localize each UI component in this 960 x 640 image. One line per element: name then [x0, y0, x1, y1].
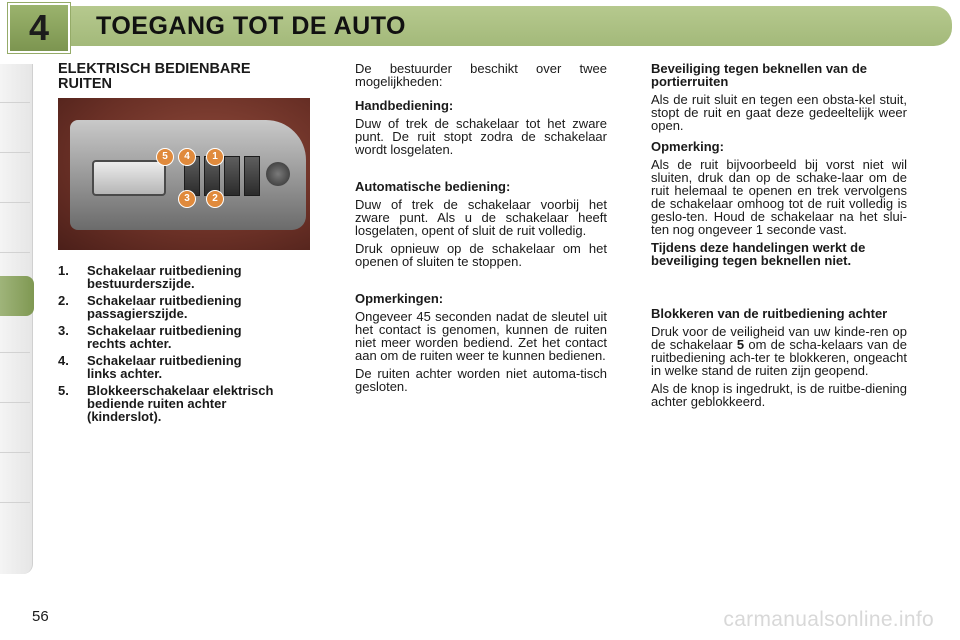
chapter-tab-strip — [0, 64, 33, 574]
chapter-tab-divider — [0, 352, 30, 353]
note-heading: Opmerking: — [651, 139, 724, 154]
lock-heading: Blokkeren van de ruitbediening achter — [651, 306, 888, 321]
pinch-warning: Tijdens deze handelingen werkt de beveiliging tegen beknellen niet. — [651, 240, 866, 268]
chapter-badge — [8, 3, 70, 53]
chapter-tab-divider — [0, 202, 30, 203]
switch-ref-5: 5 — [736, 337, 745, 352]
page-title: TOEGANG TOT DE AUTO — [96, 12, 406, 40]
notes-text-rear: De ruiten achter worden niet automa-tisch gesloten. — [355, 366, 607, 394]
auto-heading: Automatische bediening: — [355, 179, 511, 194]
chapter-tab-divider — [0, 452, 30, 453]
section-title: ELEKTRISCH BEDIENBARE RUITEN — [58, 61, 251, 92]
switch-legend — [58, 264, 318, 427]
chapter-tab-active — [0, 276, 34, 316]
callout-4: 4 — [178, 148, 196, 166]
notes-text: Ongeveer 45 seconden nadat de sleutel uit het contact is genomen, kunnen de ruiten niet meer worden bediend. Zet het contact aan om de ruiten weer te kunnen bedienen. — [355, 309, 607, 363]
column-middle — [355, 62, 607, 398]
auto-text: Duw of trek de schakelaar voorbij het zware punt. Als u de schakelaar heeft losgelaten, opent of sluit de ruit volledig. — [355, 197, 607, 238]
pinch-heading: Beveiliging tegen beknellen van de portierruiten — [651, 61, 868, 89]
legend-item: 4. Schakelaar ruitbediening links achter. — [58, 353, 242, 381]
callout-5: 5 — [156, 148, 174, 166]
manual-heading: Handbediening: — [355, 98, 454, 113]
callout-3: 3 — [178, 190, 196, 208]
chapter-tab-divider — [0, 152, 30, 153]
intro-text: De bestuurder beschikt over twee mogelijkheden: — [355, 61, 607, 89]
chapter-tab-divider — [0, 252, 30, 253]
pinch-text: Als de ruit sluit en tegen een obsta-kel stuit, stopt de ruit en gaat deze gedeeltelijk weer open. — [651, 92, 907, 133]
chapter-tab-divider — [0, 402, 30, 403]
auto-stop-text: Druk opnieuw op de schakelaar om het openen of sluiten te stoppen. — [355, 241, 607, 269]
legend-item: 2. Schakelaar ruitbediening passagierszijde. — [58, 293, 242, 321]
column-left — [58, 62, 314, 92]
chapter-number: 4 — [28, 7, 50, 48]
column-right — [651, 62, 907, 413]
door-handle — [92, 160, 166, 196]
chapter-tab-divider — [0, 502, 30, 503]
callout-2: 2 — [206, 190, 224, 208]
page-header — [0, 0, 960, 50]
window-switch-photo — [58, 98, 310, 250]
chapter-tab-divider — [0, 102, 30, 103]
callout-1: 1 — [206, 148, 224, 166]
page-number: 56 — [32, 608, 49, 625]
note-text: Als de ruit bijvoorbeeld bij vorst niet wil sluiten, druk dan op de schake-laar om de ruit helemaal te openen en trek vervolgens de schakelaar omhoog tot de ruit volledig is geslo-ten. Houd de schakelaar na het slui-ten nog ongeveer 1 seconde vast. — [651, 157, 907, 237]
watermark: carmanualsonline.info — [723, 608, 934, 631]
manual-text: Duw of trek de schakelaar tot het zware punt. De ruit stopt zodra de schakelaar wordt losgelaten. — [355, 116, 607, 157]
legend-item: 1. Schakelaar ruitbediening bestuurderszijde. — [58, 263, 242, 291]
switch-1 — [244, 156, 260, 196]
legend-item: 3. Schakelaar ruitbediening rechts achter. — [58, 323, 242, 351]
legend-item: 5. Blokkeerschakelaar elektrisch bediende ruiten achter (kinderslot). — [58, 383, 274, 424]
switch-3 — [224, 156, 240, 196]
lock-text-2: Als de knop is ingedrukt, is de ruitbe-diening achter geblokkeerd. — [651, 381, 907, 409]
lock-text: Druk voor de veiligheid van uw kinde-ren op de schakelaar 5 om de scha-kelaars van de ruitbediening ach-ter te blokkeren, ongeacht in welke stand de ruiten zijn geopend. — [651, 324, 907, 378]
mirror-knob — [266, 162, 290, 186]
notes-heading: Opmerkingen: — [355, 291, 444, 306]
